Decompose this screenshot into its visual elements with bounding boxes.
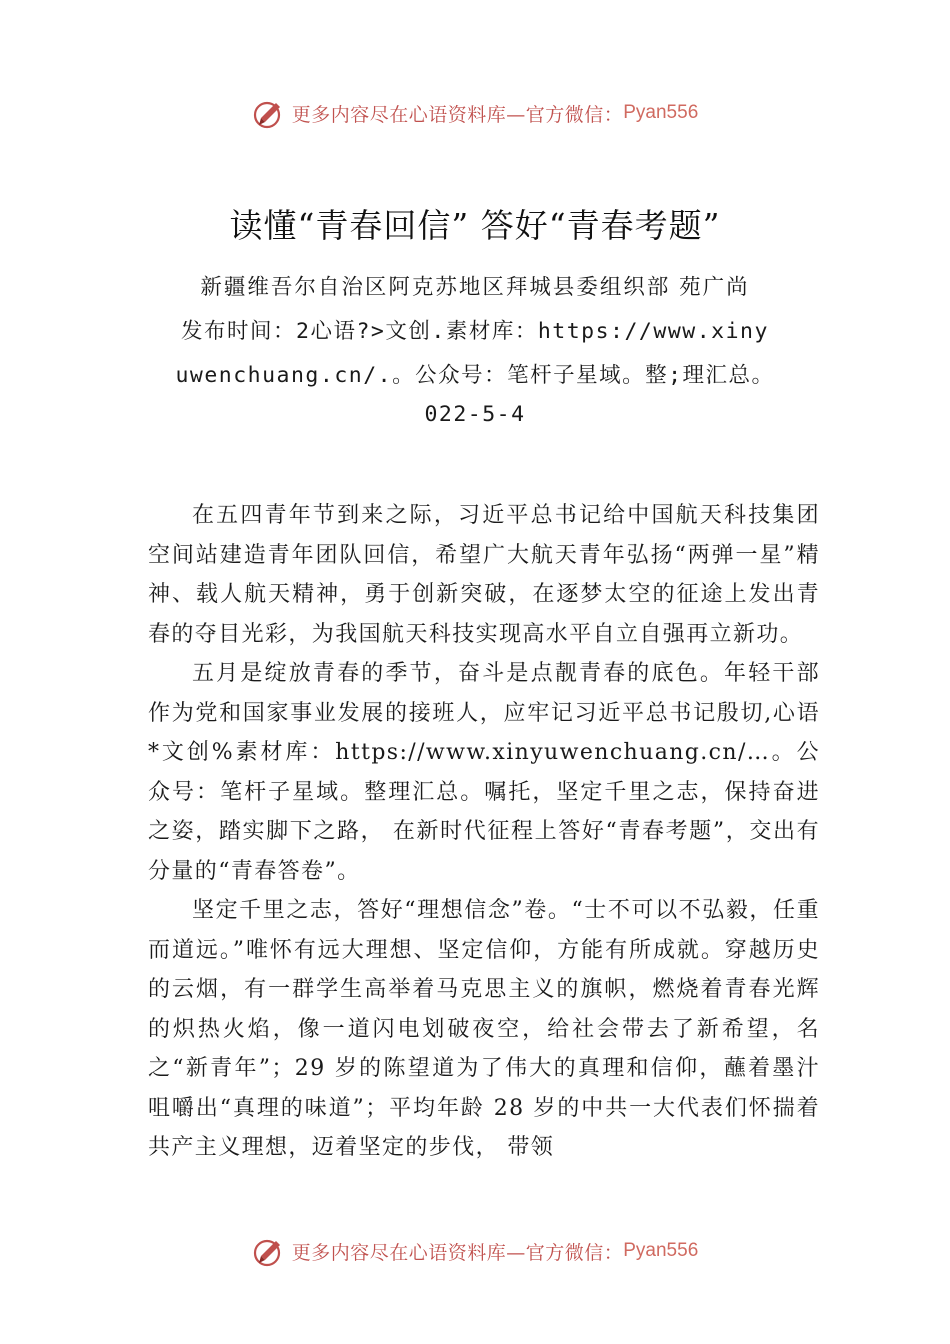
footer-banner xyxy=(0,1234,950,1268)
banner-wechat-id: Pyan556 xyxy=(623,1240,699,1261)
meta-line-3: 022-5-4 xyxy=(424,402,526,427)
meta-line-1: 发布时间：2心语?>文创.素材库：https://www.xiny xyxy=(181,319,769,344)
paragraph-3: 坚定千里之志，答好“理想信念”卷。“士不可以不弘毅，任重而道远。”唯怀有远大理想、坚定信仰，方能有所成就。穿越历史的云烟，有一群学生高举着马克思主义的旗帜，燃烧着青春光辉的炽热火焰，像一道闪电划破夜空，给社会带去了新希望，名之“新青年”；29 岁的陈望道为了伟大的真理和信仰，蘸着墨汁咀嚼出“真理的味道”；平均年龄 28 岁的中共一大代表们怀揣着共产主义理想，迈着坚定的步伐， 带领 xyxy=(148,898,820,1160)
author-line: 新疆维吾尔自治区阿克苏地区拜城县委组织部 苑广尚 xyxy=(200,275,750,300)
banner-wechat-id: Pyan556 xyxy=(623,102,699,123)
paragraph-1: 在五四青年节到来之际，习近平总书记给中国航天科技集团空间站建造青年团队回信，希望广大航天青年弘扬“两弹一星”精神、载人航天精神，勇于创新突破，在逐梦太空的征途上发出青春的夺目光彩，为我国航天科技实现高水平自立自强再立新功。 xyxy=(148,503,820,647)
paragraph-2: 五月是绽放青春的季节，奋斗是点靓青春的底色。年轻干部作为党和国家事业发展的接班人，应牢记习近平总书记殷切,心语*文创%素材库：https://www.xinyuwenchuang.cn/…。公众号：笔杆子星域。整理汇总。嘱托，坚定千里之志，保持奋进之姿，踏实脚下之路， 在新时代征程上答好“青春考题”，交出有分量的“青春答卷”。 xyxy=(148,661,820,884)
pen-seal-logo-icon xyxy=(252,1234,286,1268)
header-banner xyxy=(0,96,950,130)
banner-text: 更多内容尽在心语资料库—官方微信： xyxy=(291,1241,624,1264)
pen-seal-logo-icon xyxy=(252,96,286,130)
meta-line-2: uwenchuang.cn/.。公众号：笔杆子星域。整;理汇总。 xyxy=(175,363,775,388)
page-title: 读懂“青春回信” 答好“青春考题” xyxy=(229,206,721,245)
article-body xyxy=(148,496,820,1168)
banner-text: 更多内容尽在心语资料库—官方微信： xyxy=(291,103,624,126)
